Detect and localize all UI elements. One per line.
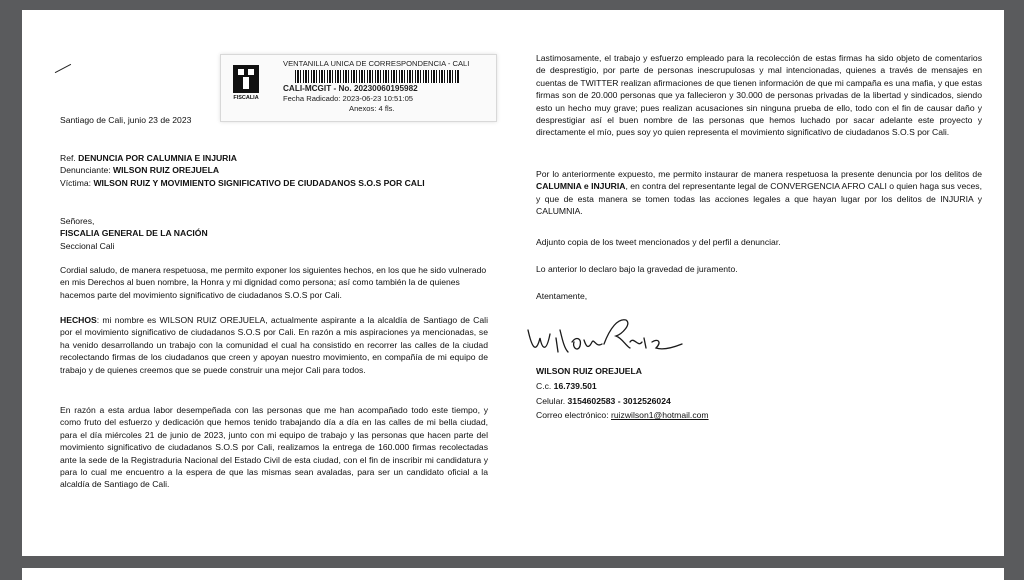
barcode <box>295 70 460 83</box>
attachment-line: Adjunto copia de los tweet mencionados y del perfil a denunciar. <box>536 237 781 247</box>
email-label: Correo electrónico: <box>536 410 609 421</box>
para2-part-a: Por lo anteriormente expuesto, me permito instaurar de manera respetuosa la presente denuncia por los delitos de <box>536 169 982 179</box>
closing: Atentamente, <box>536 291 588 301</box>
denunciante-label: Denunciante: <box>60 165 111 176</box>
salutation: Señores, <box>60 216 95 226</box>
right-paragraph-2 <box>536 168 982 218</box>
para2-part-c: , en contra del representante legal de CONVERGENCIA AFRO CALI o quien haga sus veces, y que de esta manera se tomen todas las acciones legales a que hayan lugar por los delitos de INJURIA y CALUMNIA. <box>536 181 982 217</box>
email-link[interactable]: ruizwilson1@hotmail.com <box>611 410 709 421</box>
victima-label: Víctima: <box>60 177 92 188</box>
stamp-annexes: Anexos: 4 fls. <box>349 104 395 113</box>
reference-block <box>60 152 490 189</box>
ref-label: Ref. <box>60 153 76 163</box>
office: Seccional Cali <box>60 240 115 251</box>
signature <box>522 308 702 368</box>
recipient-block <box>60 215 490 252</box>
hechos-paragraph <box>60 314 488 376</box>
cc-label: C.c. <box>536 380 552 391</box>
filing-stamp <box>220 54 497 122</box>
intro-paragraph: Cordial saludo, de manera respetuosa, me permito exponer los siguientes hechos, en los que he sido vulnerado en mis Derechos al buen nombre, la Honra y mi dignidad como persona; así como también la de quienes hacemos parte del movimiento significativo de ciudadanos S.O.S por Cali. <box>60 265 487 300</box>
phone-value: 3154602583 - 3012526024 <box>567 395 671 406</box>
paragraph-3: En razón a esta ardua labor desempeñada con las personas que me han acompañado todo este tiempo, y como fruto del esfuerzo y dedicación que hemos tenido trabajando día a día en las calles de mi bella ciudad, para el día miércoles 21 de junio de 2023, junto con mi equipo de trabajo y las personas que hacen parte del movimiento significativo de ciudadanos S.O.S por Cali, realizamos la entrega de 160.000 firmas recolectadas ante la sede de la Registraduria Nacional del Estado Civil de esta ciudad, con el fin de inscribir mi candidatura y para lo cual me encuentro a la espera de que las mismas sean avaladas, para ser un candidato oficial a la alcaldía de Santiago de Cali. <box>60 405 488 490</box>
pen-mark <box>55 64 71 73</box>
stamp-number: CALI-MCGIT - No. 20230060195982 <box>283 84 418 93</box>
para2-crimes: CALUMNIA e INJURIA <box>536 181 626 192</box>
hechos-label: HECHOS <box>60 315 97 325</box>
victima-value: WILSON RUIZ Y MOVIMIENTO SIGNIFICATIVO DE CIUDADANOS S.O.S POR CALI <box>93 177 425 188</box>
stamp-header: VENTANILLA UNICA DE CORRESPONDENCIA - CALI <box>283 59 470 68</box>
recipient: FISCALIA GENERAL DE LA NACIÓN <box>60 228 208 239</box>
signer-block <box>536 364 836 423</box>
left-column <box>40 48 490 528</box>
date-line: Santiago de Cali, junio 23 de 2023 <box>60 115 192 125</box>
right-column <box>512 38 982 438</box>
next-page-edge <box>22 568 1004 580</box>
right-paragraph-1: Lastimosamente, el trabajo y esfuerzo empleado para la recolección de estas firmas ha sido objeto de comentarios de desprestigio, por parte de personas inescrupulosas y mal intencionadas, quienes a través de mensajes en cuentas de TWITTER realizan afirmaciones de que tienen información de que mi campaña es una mafia, y que estas firmas son de 20.000 personas que ya fallecieron y 30.000 de personas privadas de la libertad y sindicados, siendo esto un hecho muy grave; pues realizan acusaciones sin ninguna prueba de ello, todo con el fin de causar daño y desprestigiar así el buen nombre de las personas que hemos luchado por sacar adelante este proyecto y directamente el mío, pues soy yo quien representa el movimiento significativo de ciudadanos S.O.S por Cali. <box>536 53 982 138</box>
fiscalia-logo-icon <box>229 65 263 111</box>
phone-label: Celular. <box>536 395 566 406</box>
cc-value: 16.739.501 <box>553 380 597 391</box>
signer-name: WILSON RUIZ OREJUELA <box>536 366 642 376</box>
hechos-text: : mi nombre es WILSON RUIZ OREJUELA, actualmente aspirante a la alcaldía de Santiago de Cali por el movimiento significativo de ciudadanos S.O.S por Cali. En razón a mis aspiraciones ya mencionadas, se ha venido desarrollando un trabajo con la comunidad el cual ha consistido en recorrer las calles de la ciudad recolectando firmas de los ciudadanos que creen y apoyan nuestro movimiento, en compañía de mi equipo de trabajo y de quienes creemos que se puede construir una mejor Cali para todos. <box>60 315 488 375</box>
logo-caption: FISCALIA <box>233 95 259 101</box>
denunciante-value: WILSON RUIZ OREJUELA <box>113 165 220 176</box>
ref-value: DENUNCIA POR CALUMNIA E INJURIA <box>78 153 237 163</box>
oath-line: Lo anterior lo declaro bajo la gravedad de juramento. <box>536 264 738 274</box>
stamp-date: Fecha Radicado: 2023-06-23 10:51:05 <box>283 94 414 103</box>
